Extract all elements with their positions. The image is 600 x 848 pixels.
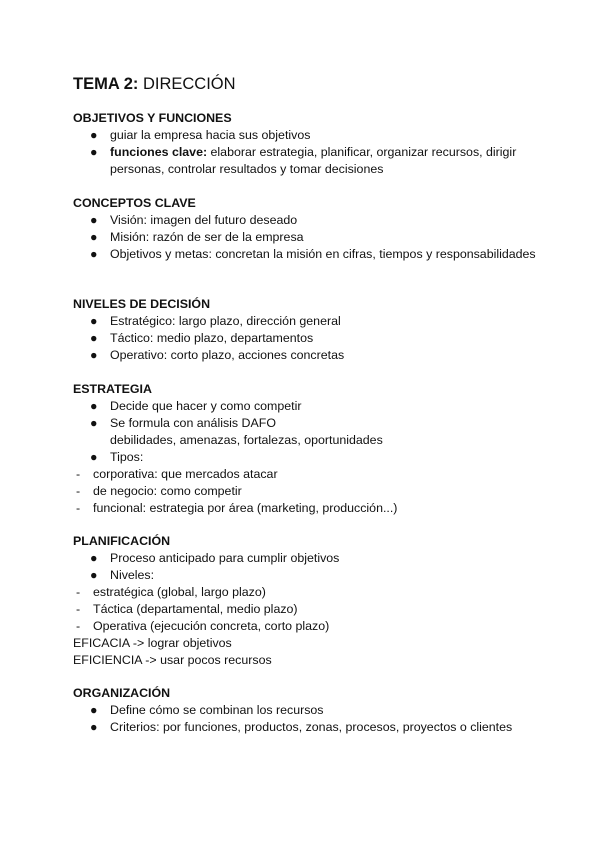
dash-item-text: corporativa: que mercados atacar	[93, 467, 278, 481]
list-item	[73, 550, 543, 567]
bullet-marker: ●	[90, 720, 98, 734]
dash-item-text: Operativa (ejecución concreta, corto plazo)	[93, 619, 330, 633]
dash-item-text: estratégica (global, largo plazo)	[93, 585, 266, 599]
section-heading: PLANIFICACIÓN	[73, 534, 171, 548]
dash-marker: -	[76, 602, 81, 616]
section-planificacion	[73, 533, 543, 669]
plain-line: EFICACIA -> lograr objetivos	[73, 636, 232, 650]
page-title-text: DIRECCIÓN	[138, 75, 236, 93]
page-title	[73, 73, 236, 95]
section-niveles	[73, 296, 543, 364]
bullet-marker: ●	[90, 348, 98, 362]
dash-marker: -	[76, 585, 81, 599]
section-heading: CONCEPTOS CLAVE	[73, 196, 196, 210]
bullet-marker: ●	[90, 128, 98, 142]
bullet-list	[73, 702, 543, 736]
bullet-list	[73, 313, 543, 364]
list-item-text: Se formula con análisis DAFO	[110, 416, 276, 430]
section-conceptos	[73, 195, 543, 263]
bullet-marker: ●	[90, 247, 98, 261]
dash-marker: -	[76, 619, 81, 633]
bullet-marker: ●	[90, 213, 98, 227]
dash-item	[73, 618, 543, 635]
section-estrategia	[73, 381, 543, 517]
list-item-text: Misión: razón de ser de la empresa	[110, 230, 304, 244]
list-item	[73, 212, 543, 229]
list-item-text: Objetivos y metas: concretan la misión en cifras, tiempos y responsabilidades	[110, 247, 536, 261]
bullet-list	[73, 398, 543, 517]
bullet-marker: ●	[90, 331, 98, 345]
dash-marker: -	[76, 484, 81, 498]
dash-item	[73, 601, 543, 618]
section-heading: ESTRATEGIA	[73, 382, 152, 396]
bullet-marker: ●	[90, 416, 98, 430]
page-title-number: TEMA 2:	[73, 75, 139, 93]
bullet-marker: ●	[90, 314, 98, 328]
bullet-marker: ●	[90, 145, 98, 159]
list-item	[73, 449, 543, 466]
bullet-marker: ●	[90, 230, 98, 244]
bullet-marker: ●	[90, 450, 98, 464]
list-item-text: Operativo: corto plazo, acciones concretas	[110, 348, 345, 362]
list-item-text: Estratégico: largo plazo, dirección general	[110, 314, 341, 328]
bullet-list	[73, 550, 543, 635]
list-item-text: Proceso anticipado para cumplir objetivos	[110, 551, 340, 565]
dash-item	[73, 500, 543, 517]
list-item-text: Tipos:	[110, 450, 144, 464]
list-item-continuation: debilidades, amenazas, fortalezas, oportunidades	[110, 433, 383, 447]
bullet-list	[73, 127, 543, 178]
dash-item	[73, 584, 543, 601]
list-item	[73, 229, 543, 246]
bullet-marker: ●	[90, 703, 98, 717]
dash-item	[73, 483, 543, 500]
list-item-text: elaborar estrategia, planificar, organizar recursos, dirigir personas, controlar resultados y tomar decisiones	[110, 145, 517, 176]
section-heading: NIVELES DE DECISIÓN	[73, 297, 211, 311]
dash-item-text: de negocio: como competir	[93, 484, 242, 498]
plain-line: EFICIENCIA -> usar pocos recursos	[73, 653, 272, 667]
dash-item-text: funcional: estrategia por área (marketing, producción...)	[93, 501, 398, 515]
dash-item-text: Táctica (departamental, medio plazo)	[93, 602, 298, 616]
list-item	[73, 330, 543, 347]
list-item-text: Táctico: medio plazo, departamentos	[110, 331, 314, 345]
list-item	[73, 144, 543, 178]
bullet-marker: ●	[90, 551, 98, 565]
section-organizacion	[73, 685, 543, 736]
list-item	[73, 313, 543, 330]
list-item	[73, 567, 543, 584]
section-objetivos	[73, 110, 543, 178]
bullet-marker: ●	[90, 568, 98, 582]
list-item-text: Niveles:	[110, 568, 155, 582]
list-item	[73, 127, 543, 144]
dash-marker: -	[76, 501, 81, 515]
dash-item	[73, 466, 543, 483]
list-item	[73, 719, 543, 736]
list-item	[73, 246, 543, 263]
list-item-bold: funciones clave:	[110, 145, 208, 159]
bullet-marker: ●	[90, 399, 98, 413]
section-heading: ORGANIZACIÓN	[73, 686, 171, 700]
list-item-text: guiar la empresa hacia sus objetivos	[110, 128, 311, 142]
dash-marker: -	[76, 467, 81, 481]
list-item	[73, 398, 543, 415]
list-item	[73, 702, 543, 719]
list-item-text: Criterios: por funciones, productos, zonas, procesos, proyectos o clientes	[110, 720, 513, 734]
list-item-text: Decide que hacer y como competir	[110, 399, 302, 413]
list-item	[73, 347, 543, 364]
list-item	[73, 415, 543, 432]
list-item-text: Visión: imagen del futuro deseado	[110, 213, 298, 227]
bullet-list	[73, 212, 543, 263]
list-item-text: Define cómo se combinan los recursos	[110, 703, 324, 717]
section-heading: OBJETIVOS Y FUNCIONES	[73, 111, 232, 125]
